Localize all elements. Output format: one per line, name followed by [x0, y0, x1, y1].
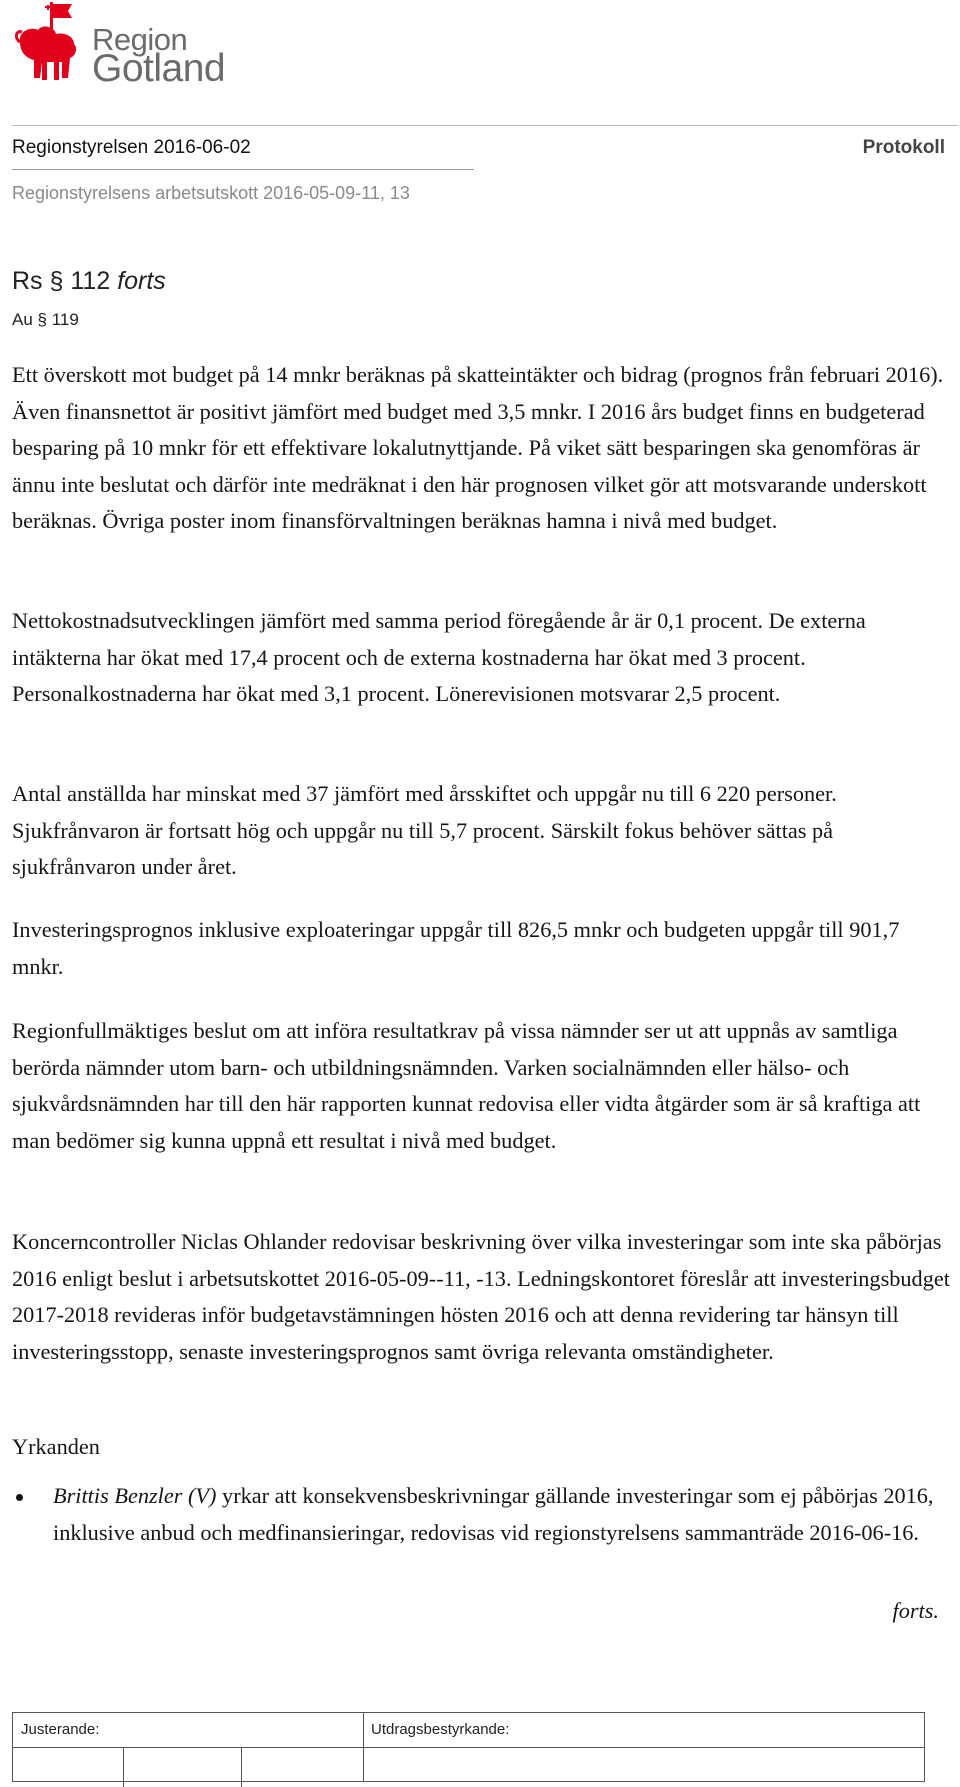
signature-table [12, 1712, 925, 1782]
paragraph-employees: Antal anställda har minskat med 37 jämfört med årsskiftet och uppgår nu till 6 220 personer. Sjukfrånvaron är fortsatt hög och uppgår nu till 5,7 procent. Särskilt fokus behöver sättas på sjukfrånvaron under året. [12, 781, 837, 879]
paragraph-net-cost: Nettokostnadsutvecklingen jämfört med samma period föregående år är 0,1 procent. De externa intäkterna har ökat med 17,4 procent och de externa kostnaderna har ökat med 3 procent. Personalkostnaderna har ökat med 3,1 procent. Lönerevisionen motsvarar 2,5 procent. [12, 608, 866, 706]
justerande-label: Justerande: [21, 1721, 100, 1738]
signature-cell-divider [123, 1747, 124, 1787]
bullet-icon [16, 1494, 23, 1501]
paragraph-financial-surplus: Ett överskott mot budget på 14 mnkr beräknas på skatteintäkter och bidrag (prognos från februari 2016). Även finansnettot är positivt jämfört med budget med 3,5 mnkr. I 2016 års budget finns en budgeterad besparing på 10 mnkr för ett effektivare lokalutnyttjande. På viket sätt besparingen ska genomföras är ännu inte beslutat och därför inte medräknat i den här prognosen vilket gör att motsvarande underskott beräknas. Övriga poster inom finansförvaltningen beräknas hamna i nivå med budget. [12, 362, 944, 533]
section-prefix: Rs [12, 267, 43, 295]
region-gotland-logo [12, 2, 242, 90]
header-divider [12, 125, 958, 126]
yrkande-name: Brittis Benzler (V) [53, 1483, 217, 1508]
gotland-ram-icon [12, 2, 90, 90]
signature-row-divider [13, 1747, 924, 1748]
section-subheading [12, 310, 79, 330]
utdragsbestyrkande-label: Utdragsbestyrkande: [371, 1721, 510, 1738]
yrkande-body: yrkar att konsekvensbeskrivningar gällande investeringar som ej påbörjas 2016, inklusive anbud och medfinansieringar, redovisas vid regionstyrelsens sammanträde 2016-06-16. [53, 1483, 934, 1545]
sub-prefix: Au [12, 310, 33, 329]
sub-number: 119 [51, 310, 79, 329]
paragraph-sign: § [49, 267, 64, 295]
paragraph-investment-forecast: Investeringsprognos inklusive exploateringar uppgår till 826,5 mnkr och budgeten uppgår till 901,7 mnkr. [12, 917, 900, 979]
signature-cell-divider [241, 1747, 242, 1787]
section-heading [12, 267, 166, 296]
document-type: Protokoll [862, 137, 945, 158]
meeting-subtitle: Regionstyrelsens arbetsutskott 2016-05-09-11, 13 [12, 183, 410, 203]
sub-paragraph-sign: § [37, 310, 47, 329]
yrkande-text [53, 1478, 950, 1551]
forts-footer: forts. [892, 1598, 939, 1623]
meeting-title: Regionstyrelsen 2016-06-02 [12, 137, 251, 158]
logo-word-region: Region [92, 22, 188, 57]
paragraph-result-requirements: Regionfullmäktiges beslut om att införa resultatkrav på vissa nämnder ser ut att uppnås av samtliga berörda nämnder utom barn- och utbildningsnämnden. Varken socialnämnden eller hälso- och sjukvårdsnämnden har till den här rapporten kunnat redovisa eller vidta åtgärder som är så kraftiga att man bedömer sig kunna uppnå ett resultat i nivå med budget. [12, 1018, 921, 1153]
section-number: 112 [70, 267, 111, 295]
logo-word-gotland: Gotland [92, 47, 226, 90]
paragraph-controller-report: Koncerncontroller Niclas Ohlander redovisar beskrivning över vilka investeringar som inte ska påbörjas 2016 enligt beslut i arbetsutskottet 2016-05-09--11, -13. Ledningskontoret föreslår att investeringsbudget 2017-2018 revideras inför budgetavstämningen hösten 2016 och att denna revidering tar hänsyn till investeringsstopp, senaste investeringsprognos samt övriga relevanta omständigheter. [12, 1229, 950, 1364]
header-underline [12, 169, 474, 170]
section-forts: forts [117, 267, 166, 295]
yrkanden-heading: Yrkanden [12, 1434, 100, 1459]
